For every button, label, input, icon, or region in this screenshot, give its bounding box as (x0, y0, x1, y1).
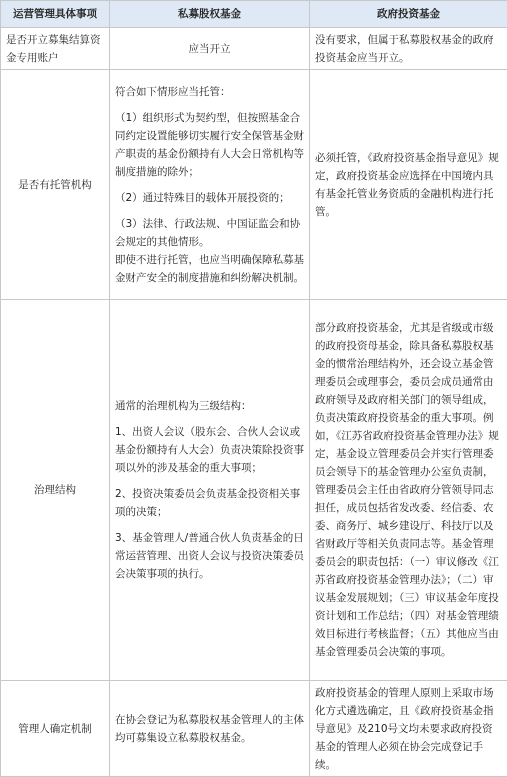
table-row (1, 70, 507, 300)
cell-text: 1、出资人会议（股东会、合伙人会议或基金份额持有人大会）负责决策除投资事项以外的涉及基金的重大事项； (115, 426, 304, 474)
government-fund-cell (310, 70, 507, 300)
private-equity-cell (110, 681, 310, 777)
header-private-equity-fund: 私募股权基金 (110, 1, 310, 28)
header-item: 运营管理具体事项 (1, 1, 110, 28)
header-government-investment-fund: 政府投资基金 (310, 1, 507, 28)
cell-text: 政府投资基金的管理人原则上采取市场化方式遴选确定，且《政府投资基金指导意见》及210号文均未要求政府投资基金的管理人必须在协会完成登记手续。 (315, 686, 494, 771)
cell-text: 必须托管，《政府投资基金指导意见》规定，政府投资基金应选择在中国境内具有基金托管业务资质的金融机构进行托管。 (315, 151, 499, 218)
cell-text: 3、基金管理人/普通合伙人负责基金的日常运营管理、出资人会议与投资决策委员会决策事项的执行。 (115, 532, 304, 580)
cell-text: （1）组织形式为契约型，但按照基金合同约定设置能够切实履行安全保管基金财产职责的基金份额持有人大会日常机构等制度措施的除外； (115, 111, 304, 178)
header-row (1, 1, 507, 28)
government-fund-cell (310, 300, 507, 681)
cell-text: 即使不进行托管，也应当明确保障私募基金财产安全的制度措施和纠纷解决机制。 (115, 253, 304, 284)
cell-text: 2、投资决策委员会负责基金投资相关事项的决策； (115, 488, 301, 518)
government-fund-cell (310, 28, 507, 70)
row-item-label: 是否开立募集结算资金专用账户 (1, 28, 110, 70)
row-item-label: 管理人确定机制 (1, 681, 110, 777)
row-item-label: 是否有托管机构 (1, 70, 110, 300)
table-row (1, 28, 507, 70)
private-equity-cell (110, 70, 310, 300)
cell-text: 符合如下情形应当托管： (115, 85, 231, 98)
cell-text: 应当开立 (188, 42, 231, 55)
cell-text: 没有要求，但属于私募股权基金的政府投资基金应当开立。 (315, 33, 494, 64)
row-item-label: 治理结构 (1, 300, 110, 681)
private-equity-cell (110, 300, 310, 681)
cell-text: 通常的治理机构为三级结构： (115, 400, 252, 412)
cell-text: （3）法律、行政法规、中国证监会和协会规定的其他情形。 (115, 217, 301, 248)
cell-text: 部分政府投资基金，尤其是省级或市级的政府投资母基金，除具备私募股权基金的惯常治理结构外，还会设立基金管理委员会或理事会，委员会成员通常由政府领导及政府相关部门的领导组成，负责决策政府投资基金的重大事项。例如，《江苏省政府投资基金管理办法》规定，基金设立管理委员会并实行管理委员会领导下的基金管理办公室负责制，管理委员会主任由省政府分管领导同志担任，成员包括省发改委、经信委、农委、商务厅、城乡建设厅、科技厅以及省财政厅等相关负责同志等。基金管理委员会的职责包括：（一）审议修改《江苏省政府投资基金管理办法》；（二）审议基金发展规划；（三）审议基金年度投资计划和工作总结；（四）对基金管理绩效目标进行考核监督；（五）其他应当由基金管理委员会决策的事项。 (315, 322, 499, 658)
cell-text: 在协会登记为私募股权基金管理人的主体均可募集设立私募股权基金。 (115, 713, 304, 744)
table-row (1, 681, 507, 777)
cell-text: （2）通过特殊目的载体开展投资的； (115, 191, 290, 204)
table-row (1, 300, 507, 681)
private-equity-cell (110, 28, 310, 70)
government-fund-cell (310, 681, 507, 777)
